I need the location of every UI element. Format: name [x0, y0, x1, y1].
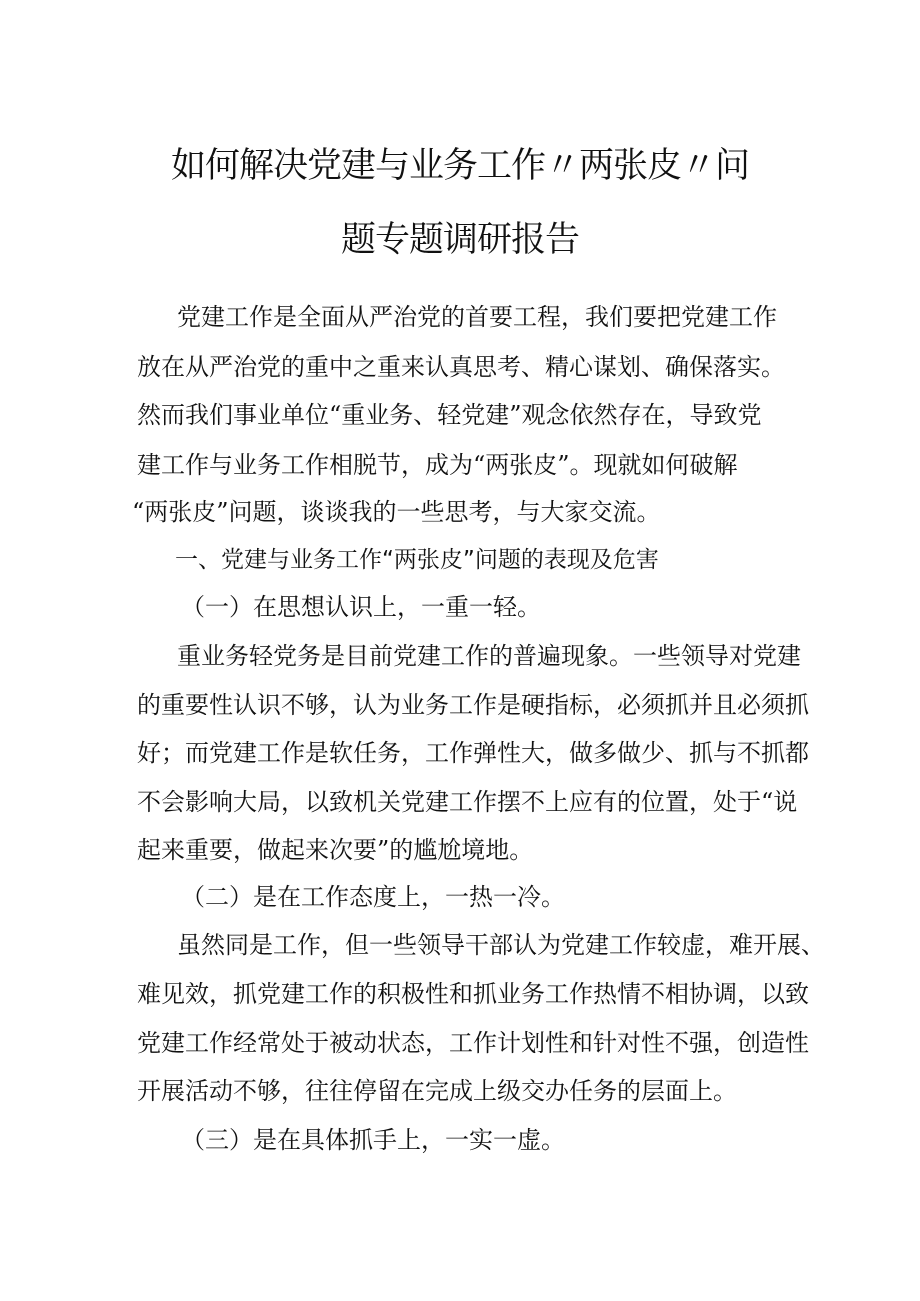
paragraph-2-line-4: 不会影响大局，以致机关党建工作摆不上应有的位置，处于“说	[137, 788, 798, 816]
subsection-2-heading: （二）是在工作态度上，一热一冷。	[181, 883, 565, 911]
paragraph-1-line-5: “两张皮”问题，谈谈我的一些思考，与大家交流。	[132, 498, 661, 526]
document-title-line-2: 题专题调研报告	[340, 220, 579, 260]
paragraph-2-line-5: 起来重要，做起来次要”的尴尬境地。	[137, 836, 534, 864]
paragraph-3-line-1: 虽然同是工作，但一些领导干部认为党建工作较虚，难开展、	[177, 931, 825, 959]
paragraph-1-line-4: 建工作与业务工作相脱节，成为“两张皮”。现就如何破解	[137, 451, 738, 479]
paragraph-1-line-1: 党建工作是全面从严治党的首要工程，我们要把党建工作	[177, 303, 777, 331]
paragraph-1-line-3: 然而我们事业单位“重业务、轻党建”观念依然存在，导致党	[137, 401, 762, 429]
paragraph-3-line-2: 难见效，抓党建工作的积极性和抓业务工作热情不相协调，以致	[137, 980, 809, 1008]
paragraph-3-line-4: 开展活动不够，往往停留在完成上级交办任务的层面上。	[137, 1077, 737, 1105]
paragraph-1-line-2: 放在从严治党的重中之重来认真思考、精心谋划、确保落实。	[137, 353, 785, 381]
subsection-1-heading: （一）在思想认识上，一重一轻。	[181, 593, 541, 621]
paragraph-2-line-2: 的重要性认识不够，认为业务工作是硬指标，必须抓并且必须抓	[137, 691, 809, 719]
document-title-line-1: 如何解决党建与业务工作〃两张皮〃问	[170, 146, 749, 186]
paragraph-2-line-1: 重业务轻党务是目前党建工作的普遍现象。一些领导对党建	[177, 642, 801, 670]
paragraph-2-line-3: 好；而党建工作是软任务，工作弹性大，做多做少、抓与不抓都	[137, 739, 809, 767]
paragraph-3-line-3: 党建工作经常处于被动状态，工作计划性和针对性不强，创造性	[137, 1029, 809, 1057]
section-1-heading: 一、党建与业务工作“两张皮”问题的表现及危害	[175, 547, 659, 573]
subsection-3-heading: （三）是在具体抓手上，一实一虚。	[181, 1126, 565, 1154]
